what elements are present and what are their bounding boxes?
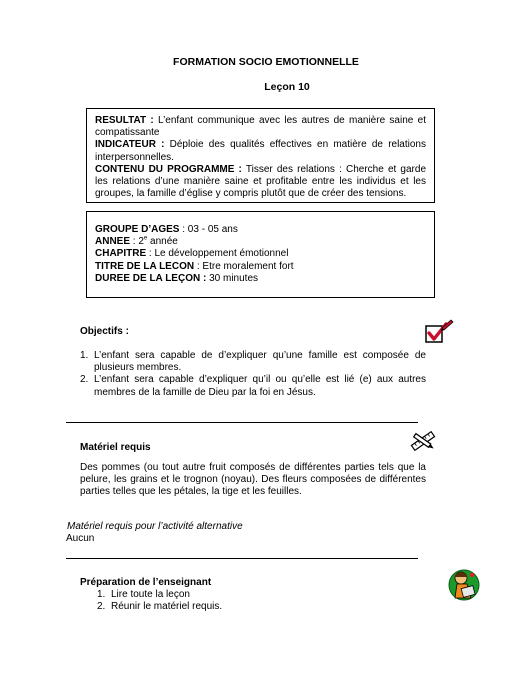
titre-text: : Etre moralement fort: [194, 260, 294, 272]
indicateur-label: INDICATEUR :: [95, 139, 165, 151]
program-info-box: [86, 108, 435, 203]
indicateur-text: Déploie des qualités effectives en matière de relations interpersonnelles.: [95, 139, 426, 163]
chapitre-line: [95, 248, 426, 260]
alternative-label: Matériel requis pour l’activité alternative: [67, 521, 243, 532]
annee-line: [95, 236, 426, 248]
resultat-text: L’enfant communique avec les autres de manière saine et compatissante: [95, 115, 426, 139]
annee-text-pre: : 2: [130, 236, 144, 248]
annee-sup: e: [143, 235, 148, 242]
groupe-text: : 03 - 05 ans: [179, 224, 238, 235]
indicateur-line: [95, 139, 426, 163]
checkbox-pencil-icon: [424, 318, 454, 346]
objectifs-heading: Objectifs :: [80, 326, 129, 337]
materiel-heading: Matériel requis: [80, 442, 151, 453]
alternative-value: Aucun: [66, 533, 95, 544]
contenu-line: [95, 164, 426, 201]
lesson-number: Leçon 10: [264, 81, 310, 93]
titre-label: TITRE DE LA LECON: [95, 260, 195, 272]
titre-line: [95, 261, 426, 273]
groupe-label: GROUPE D’AGES: [95, 224, 180, 235]
objectifs-list: [80, 350, 426, 399]
contenu-text: Tisser des relations : Cherche et garde les relations d’une manière saine et profitable entre les individus et les groupes, la famille d’église y compris plutôt que de créer des tensions.: [95, 163, 427, 200]
duree-line: [95, 273, 426, 285]
resultat-label: RESULTAT :: [95, 115, 154, 126]
section-divider: [66, 558, 418, 559]
chapitre-label: CHAPITRE: [95, 248, 147, 260]
annee-label: ANNEE: [95, 236, 131, 248]
teacher-reading-icon: [447, 567, 481, 603]
resultat-line: [95, 115, 426, 139]
list-item: 1. Lire toute la leçon: [97, 589, 190, 600]
groupe-line: [95, 224, 426, 236]
contenu-label: CONTENU DU PROGRAMME :: [95, 163, 242, 175]
pencil-ruler-icon: [408, 428, 438, 454]
preparation-heading: Préparation de l’enseignant: [80, 577, 212, 588]
materiel-text: Des pommes (ou tout autre fruit composés de différentes parties tels que la pelure, les grains et le trognon (noyau). Des fleurs composées de différentes parties telles que les pétales, la tige et les feuilles.: [80, 462, 426, 498]
list-item: 1. L’enfant sera capable de d’expliquer qu’une famille est composée de plusieurs membres.: [80, 350, 426, 374]
duree-text: 30 minutes: [206, 272, 259, 284]
list-item: 2. L’enfant sera capable d’expliquer qu’il ou qu’elle est lié (e) aux autres membres de la famille de Dieu par la foi en Jésus.: [80, 374, 426, 398]
preparation-list: [97, 589, 347, 613]
list-item: 2. Réunir le matériel requis.: [97, 601, 223, 613]
chapitre-text: : Le développement émotionnel: [146, 248, 289, 260]
section-divider: [66, 422, 418, 423]
duree-label: DUREE DE LA LEÇON :: [95, 272, 207, 284]
annee-text-post: année: [147, 236, 178, 248]
lesson-details-box: [86, 211, 435, 298]
document-title: FORMATION SOCIO EMOTIONNELLE: [173, 56, 359, 68]
